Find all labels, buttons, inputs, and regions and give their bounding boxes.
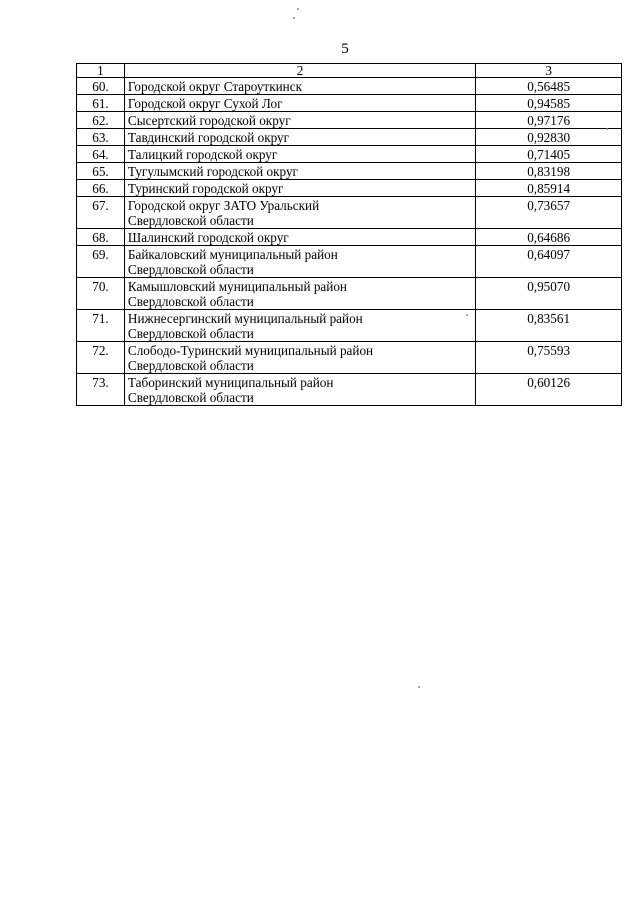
municipality-name-line: Свердловской области [127, 358, 254, 373]
scan-speck [606, 128, 608, 130]
municipality-name-cell [124, 95, 475, 112]
row-number-cell: 65. [77, 163, 125, 180]
coefficient-value-cell: 0,95070 [476, 278, 622, 310]
municipality-name-line: Сысертский городской округ [127, 113, 291, 128]
coefficient-value-cell: 0,73657 [476, 197, 622, 229]
table-row [77, 163, 622, 180]
table-header-row [77, 64, 622, 78]
coefficient-value-cell: 0,71405 [476, 146, 622, 163]
row-number-cell: 73. [77, 374, 125, 406]
municipality-name-line: Свердловской области [127, 213, 254, 228]
coefficient-value-cell: 0,56485 [476, 78, 622, 95]
municipality-name-line: Слободо-Туринский муниципальный район [127, 343, 374, 358]
municipality-name-cell [124, 246, 475, 278]
municipality-name-cell [124, 374, 475, 406]
municipality-name-cell [124, 278, 475, 310]
table-row [77, 246, 622, 278]
municipality-name-line: Тавдинский городской округ [127, 130, 290, 145]
header-col-1: 1 [77, 64, 125, 78]
municipality-name-cell [124, 129, 475, 146]
municipality-name-line: Туринский городской округ [127, 181, 284, 196]
coefficient-value-cell: 0,83198 [476, 163, 622, 180]
table-row [77, 78, 622, 95]
table-row [77, 180, 622, 197]
municipality-name-cell [124, 197, 475, 229]
scan-speck [297, 8, 299, 10]
municipality-name-cell [124, 78, 475, 95]
page-number: 5 [341, 41, 349, 57]
row-number-cell: 71. [77, 310, 125, 342]
table-row [77, 146, 622, 163]
scan-speck [293, 17, 295, 19]
municipality-name-line: Камышловский муниципальный район [127, 279, 347, 294]
municipality-name-cell [124, 163, 475, 180]
municipality-name-line: Тугулымский городской округ [127, 164, 298, 179]
row-number-cell: 66. [77, 180, 125, 197]
row-number-cell: 69. [77, 246, 125, 278]
table-row [77, 197, 622, 229]
coefficient-value-cell: 0,64097 [476, 246, 622, 278]
table-row [77, 310, 622, 342]
scan-speck [466, 314, 468, 316]
row-number-cell: 60. [77, 78, 125, 95]
municipality-name-cell [124, 112, 475, 129]
row-number-cell: 70. [77, 278, 125, 310]
coefficient-value-cell: 0,85914 [476, 180, 622, 197]
coefficient-value-cell: 0,60126 [476, 374, 622, 406]
municipality-name-cell [124, 342, 475, 374]
municipality-name-cell [124, 180, 475, 197]
row-number-cell: 61. [77, 95, 125, 112]
table-row [77, 129, 622, 146]
municipality-name-line: Свердловской области [127, 294, 254, 309]
municipality-name-line: Свердловской области [127, 262, 254, 277]
coefficient-value-cell: 0,97176 [476, 112, 622, 129]
coefficient-value-cell: 0,75593 [476, 342, 622, 374]
row-number-cell: 64. [77, 146, 125, 163]
municipality-name-line: Таборинский муниципальный район [127, 375, 334, 390]
municipality-name-cell [124, 146, 475, 163]
municipality-name-line: Талицкий городской округ [127, 147, 278, 162]
coefficient-value-cell: 0,94585 [476, 95, 622, 112]
coefficient-value-cell: 0,64686 [476, 229, 622, 246]
municipality-name-line: Свердловской области [127, 390, 254, 405]
municipality-name-line: Байкаловский муниципальный район [127, 247, 338, 262]
scan-speck [418, 686, 420, 688]
header-col-2: 2 [124, 64, 475, 78]
table-row [77, 374, 622, 406]
row-number-cell: 62. [77, 112, 125, 129]
row-number-cell: 63. [77, 129, 125, 146]
municipality-name-line: Городской округ Староуткинск [127, 79, 302, 94]
municipality-name-line: Свердловской области [127, 326, 254, 341]
coefficient-value-cell: 0,83561 [476, 310, 622, 342]
table-row [77, 95, 622, 112]
municipality-name-line: Городской округ Сухой Лог [127, 96, 283, 111]
header-col-3: 3 [476, 64, 622, 78]
data-table [76, 63, 622, 406]
municipality-name-line: Нижнесергинский муниципальный район [127, 311, 363, 326]
coefficient-value-cell: 0,92830 [476, 129, 622, 146]
table-row [77, 342, 622, 374]
municipality-name-line: Шалинский городской округ [127, 230, 289, 245]
municipality-name-line: Городской округ ЗАТО Уральский [127, 198, 320, 213]
table-row [77, 112, 622, 129]
municipality-name-cell [124, 310, 475, 342]
row-number-cell: 67. [77, 197, 125, 229]
table-row [77, 229, 622, 246]
row-number-cell: 68. [77, 229, 125, 246]
row-number-cell: 72. [77, 342, 125, 374]
municipality-name-cell [124, 229, 475, 246]
table-row [77, 278, 622, 310]
